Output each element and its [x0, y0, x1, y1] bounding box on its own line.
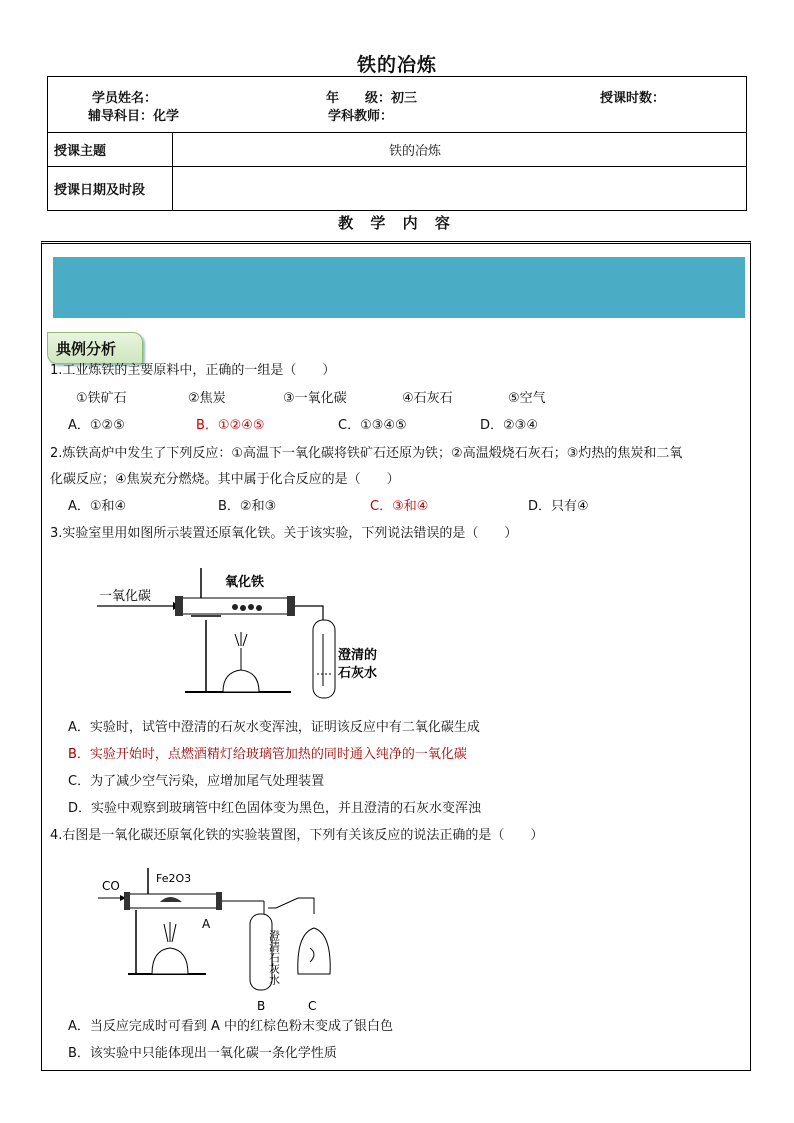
q3-fig-co-label: 一氧化碳 — [99, 589, 152, 604]
student-name-label: 学员姓名： — [92, 91, 158, 106]
q3-apparatus-figure — [95, 560, 405, 705]
q3-option-d: D．实验中观察到玻璃管中红色固体变为黑色，并且澄清的石灰水变浑浊 — [68, 801, 482, 816]
q1-material-1: ①铁矿石 — [76, 391, 127, 406]
teacher-label: 学科教师： — [328, 109, 394, 124]
topic-label: 授课主题 — [48, 133, 173, 167]
q1-material-3: ③一氧化碳 — [283, 391, 347, 406]
q1-material-4: ④石灰石 — [402, 391, 453, 406]
q4-fig-lime-label: 澄清石灰水 — [267, 930, 281, 985]
q4-stem: 4.右图是一氧化碳还原氧化铁的实验装置图，下列有关该反应的说法正确的是（ ） — [50, 828, 544, 843]
q4-fig-a-label: A — [202, 917, 211, 931]
q4-fig-c-label: C — [308, 999, 317, 1013]
q2-option-d: D．只有④ — [528, 499, 589, 514]
date-label: 授课日期及时段 — [48, 167, 173, 211]
q1-option-d: D．②③④ — [480, 418, 538, 433]
q4-apparatus-figure — [98, 858, 358, 1018]
q1-stem: 1.工业炼铁的主要原料中，正确的一组是（ ） — [50, 363, 336, 378]
q4-fig-fe2o3-label: Fe2O3 — [156, 872, 192, 885]
q2-option-c: C．③和④ — [370, 499, 429, 514]
q2-option-a: A．①和④ — [68, 499, 127, 514]
q1-option-c: C．①③④⑤ — [338, 418, 407, 433]
q3-fig-lime-label-1: 澄清的 — [338, 648, 378, 663]
q3-option-b: B．实验开始时，点燃酒精灯给玻璃管加热的同时通入纯净的一氧化碳 — [68, 747, 467, 762]
banner — [53, 257, 745, 318]
q3-fig-fe2o3-label: 氧化铁 — [225, 575, 265, 590]
section-title: 教 学 内 容 — [338, 214, 456, 232]
q4-fig-co-label: CO — [102, 879, 120, 893]
q3-stem: 3.实验室里用如图所示装置还原氧化铁。关于该实验，下列说法错误的是（ ） — [50, 526, 518, 541]
q1-option-a: A．①②⑤ — [68, 418, 125, 433]
q2-option-b: B．②和③ — [218, 499, 277, 514]
q3-option-c: C．为了减少空气污染，应增加尾气处理装置 — [68, 774, 325, 789]
hours-label: 授课时数： — [600, 91, 666, 106]
topic-value: 铁的冶炼 — [173, 133, 747, 167]
q1-material-2: ②焦炭 — [188, 391, 226, 406]
q4-fig-b-label: B — [257, 999, 266, 1013]
grade-label: 年 级：初三 — [326, 91, 418, 106]
q4-option-b: B．该实验中只能体现出一氧化碳一条化学性质 — [68, 1046, 337, 1061]
q3-option-a: A．实验时，试管中澄清的石灰水变浑浊，证明该反应中有二氧化碳生成 — [68, 720, 480, 735]
info-header-cell — [48, 77, 747, 133]
example-tag: 典例分析 — [47, 332, 143, 364]
q4-option-a: A．当反应完成时可看到 A 中的红棕色粉末变成了银白色 — [68, 1019, 394, 1034]
info-table — [47, 76, 747, 211]
subject-label: 辅导科目：化学 — [88, 109, 180, 124]
q2-stem-line1: 2.炼铁高炉中发生了下列反应：①高温下一氧化碳将铁矿石还原为铁；②高温煅烧石灰石；③灼热的焦炭和二氧 — [50, 446, 683, 461]
date-value — [173, 167, 747, 211]
q2-stem-line2: 化碳反应；④焦炭充分燃烧。其中属于化合反应的是（ ） — [50, 472, 400, 487]
q3-fig-lime-label-2: 石灰水 — [338, 666, 378, 681]
page-title: 铁的冶炼 — [356, 54, 437, 76]
q1-option-b: B．①②④⑤ — [196, 418, 265, 433]
q1-material-5: ⑤空气 — [508, 391, 546, 406]
